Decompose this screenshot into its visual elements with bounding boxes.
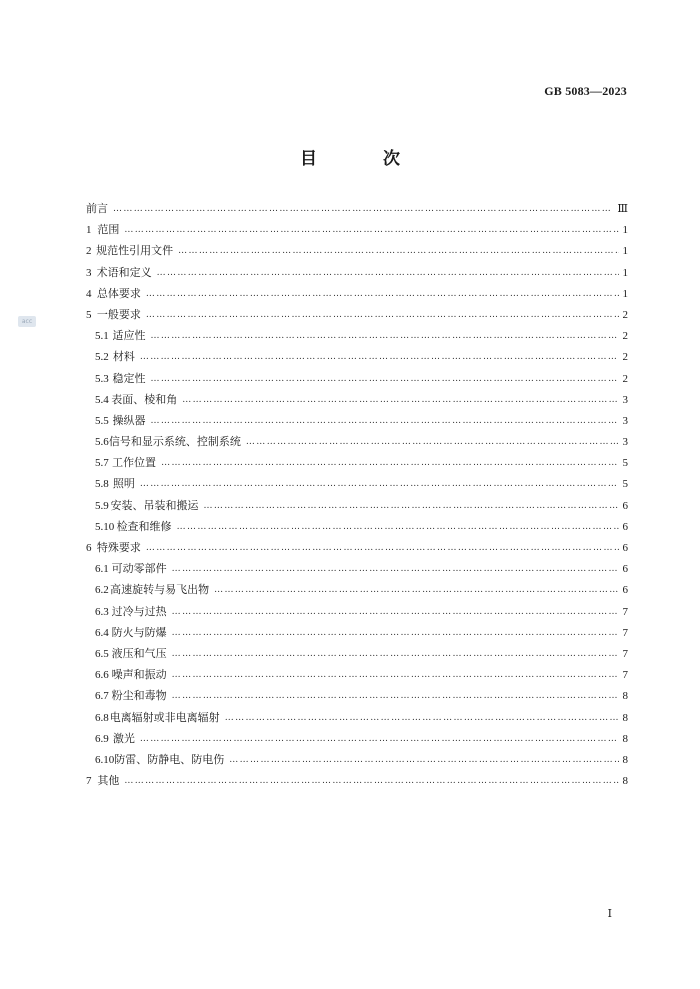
toc-entry-page: 1 (622, 287, 628, 300)
toc-entry[interactable] (86, 219, 628, 240)
toc-entry-number: 6.8 (95, 711, 109, 724)
toc-entry[interactable] (86, 579, 628, 600)
toc-entry-page: 6 (622, 520, 628, 533)
toc-entry-label: 过冷与过热 (111, 604, 167, 618)
toc-entry-label: 照明 (112, 477, 135, 491)
toc-dot-leader (150, 369, 618, 390)
toc-entry-label: 规范性引用文件 (96, 244, 174, 258)
toc-dot-leader (150, 411, 618, 432)
toc-entry[interactable] (86, 389, 628, 410)
toc-entry-number: 5.9 (95, 499, 109, 512)
toc-entry-label: 工作位置 (112, 456, 157, 470)
toc-entry-label: 特殊要求 (96, 541, 141, 554)
toc-entry-page: 3 (622, 393, 628, 406)
toc-entry[interactable] (86, 346, 628, 367)
toc-entry-number: 5.1 (95, 330, 109, 343)
toc-entry-page: 2 (622, 330, 628, 343)
toc-entry-number: 5 (86, 308, 92, 321)
toc-dot-leader (146, 284, 619, 305)
toc-entry[interactable] (86, 368, 628, 389)
toc-entry-page: 6 (622, 584, 628, 597)
toc-entry-page: 8 (622, 732, 628, 745)
toc-dot-leader (177, 517, 619, 538)
toc-entry-number: 5.2 (95, 351, 109, 364)
toc-dot-leader (150, 326, 618, 347)
toc-entry-page: 3 (622, 436, 628, 449)
toc-entry-label: 粉尘和毒物 (111, 689, 167, 703)
toc-entry-label: 材料 (112, 350, 135, 364)
toc-entry-number: 6.6 (95, 669, 109, 682)
toc-entry-number: 6.7 (95, 690, 109, 703)
toc-entry[interactable] (86, 664, 628, 685)
toc-entry-label: 防火与防爆 (111, 625, 167, 639)
toc-entry-page: 2 (622, 308, 628, 321)
toc-dot-leader (113, 199, 613, 220)
toc-entry-label: 术语和定义 (96, 265, 152, 279)
toc-entry[interactable] (86, 495, 628, 516)
toc-entry-number: 6 (86, 542, 92, 554)
toc-entry-label: 总体要求 (96, 286, 141, 300)
toc-entry[interactable] (86, 749, 628, 770)
toc-entry-label: 安装、吊装和搬运 (110, 498, 199, 512)
toc-entry[interactable] (86, 516, 628, 537)
toc-dot-leader (203, 496, 618, 517)
toc-entry-number: 5.7 (95, 457, 109, 470)
toc-entry-number: 5.8 (95, 478, 109, 491)
toc-dot-leader (246, 432, 619, 453)
toc-entry-page: 7 (622, 669, 628, 682)
toc-dot-leader (140, 347, 619, 368)
toc-entry-number: 6.1 (95, 563, 109, 576)
toc-dot-leader (214, 580, 618, 601)
standard-code: GB 5083—2023 (544, 84, 627, 98)
toc-dot-leader (178, 241, 618, 262)
toc-entry[interactable] (86, 643, 628, 664)
toc-entry[interactable] (86, 622, 628, 643)
toc-entry-label: 防雷、防静电、防电伤 (114, 752, 225, 766)
toc-entry-label: 稳定性 (112, 371, 146, 385)
toc-entry-number: 5.6 (95, 436, 109, 449)
toc-entry[interactable] (86, 770, 628, 791)
toc-entry-number: 5.5 (95, 414, 109, 427)
toc-entry[interactable] (86, 240, 628, 261)
table-of-contents (86, 198, 628, 791)
toc-entry-page: 6 (622, 542, 628, 554)
toc-dot-leader (225, 708, 619, 729)
toc-entry-number: 6.5 (95, 647, 109, 660)
toc-entry[interactable] (86, 198, 628, 219)
toc-entry-page: 3 (622, 414, 628, 427)
toc-entry[interactable] (86, 728, 628, 749)
toc-entry[interactable] (86, 410, 628, 431)
toc-dot-leader (157, 263, 619, 284)
toc-dot-leader (140, 729, 619, 750)
toc-dot-leader (172, 559, 619, 580)
toc-dot-leader (172, 602, 619, 623)
toc-entry-number: 6.4 (95, 626, 109, 639)
toc-entry-label: 高速旋转与易飞出物 (110, 583, 210, 597)
toc-entry-label: 电离辐射或非电离辐射 (109, 710, 220, 724)
toc-dot-leader (172, 665, 619, 686)
toc-entry-number: 3 (86, 266, 92, 279)
toc-entry-page: 7 (622, 605, 628, 618)
page-title: 目 次 (300, 149, 430, 169)
toc-entry[interactable] (86, 283, 628, 304)
toc-entry[interactable] (86, 431, 628, 452)
toc-entry-label: 噪声和振动 (111, 668, 167, 682)
toc-entry-number: 5.10 (95, 520, 115, 533)
toc-entry[interactable] (86, 262, 628, 283)
toc-dot-leader (172, 644, 619, 665)
toc-entry-page: 1 (622, 245, 628, 258)
toc-entry-label: 范围 (97, 223, 120, 237)
toc-entry-page: 2 (622, 351, 628, 364)
toc-entry[interactable] (86, 707, 628, 728)
toc-entry-page: Ⅲ (617, 203, 628, 215)
toc-entry-number: 6.3 (95, 605, 109, 618)
toc-dot-leader (140, 474, 619, 495)
page-number: Ⅰ (607, 908, 612, 920)
toc-entry[interactable] (86, 325, 628, 346)
toc-entry[interactable] (86, 558, 628, 579)
toc-entry-page: 5 (622, 457, 628, 470)
toc-entry-page: 5 (622, 478, 628, 491)
toc-entry-number: 5.4 (95, 393, 109, 406)
toc-entry-label: 操纵器 (112, 413, 146, 427)
toc-entry-number: 7 (86, 775, 92, 788)
toc-entry-label: 适应性 (112, 329, 146, 343)
toc-entry-page: 8 (622, 775, 628, 788)
toc-entry-label: 液压和气压 (111, 646, 167, 660)
toc-entry[interactable] (86, 473, 628, 494)
toc-entry-label: 前言 (86, 202, 108, 215)
toc-entry[interactable] (86, 304, 628, 325)
toc-entry-page: 6 (622, 499, 628, 512)
toc-entry-label: 检查和维修 (116, 519, 172, 533)
toc-entry-page: 8 (622, 690, 628, 703)
toc-entry-number: 5.3 (95, 372, 109, 385)
toc-entry-number: 1 (86, 224, 92, 237)
toc-entry-page: 6 (622, 563, 628, 576)
toc-dot-leader (182, 390, 618, 411)
toc-dot-leader (161, 453, 618, 474)
toc-dot-leader (146, 538, 619, 559)
toc-entry-page: 2 (622, 372, 628, 385)
toc-entry-number: 6.9 (95, 732, 109, 745)
toc-entry-label: 激光 (112, 731, 135, 745)
toc-entry-page: 8 (622, 753, 628, 766)
toc-dot-leader (172, 686, 619, 707)
toc-entry-page: 1 (622, 224, 628, 237)
side-watermark-mark: acc (18, 316, 36, 327)
toc-entry-page: 7 (622, 647, 628, 660)
toc-entry-label: 可动零部件 (111, 562, 167, 576)
toc-entry[interactable] (86, 685, 628, 706)
toc-entry-number: 6.2 (95, 584, 109, 597)
toc-entry-page: 7 (622, 626, 628, 639)
toc-entry-label: 一般要求 (96, 307, 141, 321)
toc-entry-page: 8 (622, 711, 628, 724)
toc-entry[interactable] (86, 452, 628, 473)
toc-dot-leader (229, 750, 618, 771)
toc-entry-number: 6.10 (95, 753, 115, 766)
toc-dot-leader (146, 305, 619, 326)
toc-entry-label: 表面、棱和角 (111, 392, 178, 406)
toc-entry-page: 1 (622, 266, 628, 279)
toc-entry-label: 其他 (97, 774, 120, 788)
toc-entry-label: 信号和显示系统、控制系统 (108, 435, 241, 449)
toc-entry-number: 4 (86, 287, 92, 300)
toc-dot-leader (124, 220, 618, 241)
toc-dot-leader (124, 771, 618, 792)
toc-dot-leader (172, 623, 619, 644)
toc-entry[interactable] (86, 601, 628, 622)
toc-entry[interactable] (86, 537, 628, 558)
toc-entry-number: 2 (86, 245, 92, 258)
